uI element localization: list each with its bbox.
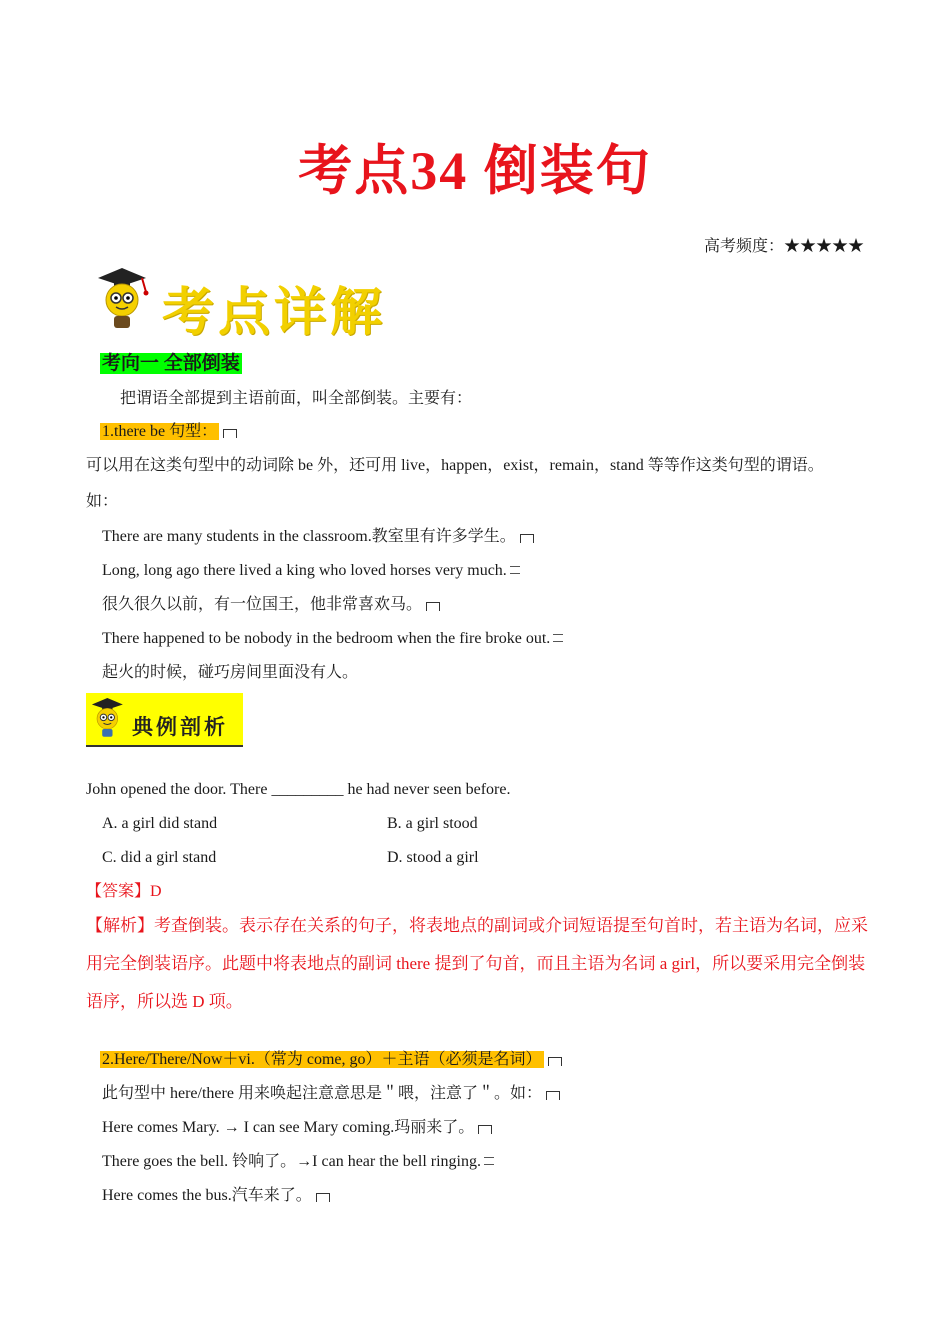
example-sentence: Here comes the bus.汽车来了。: [102, 1186, 330, 1206]
example-sentence: There goes the bell. 铃响了。→I can hear the bell ringing.: [102, 1152, 494, 1172]
line-break-mark-icon: [553, 634, 563, 642]
section-banner: [92, 266, 392, 343]
example-banner-text: 典例剖析: [132, 714, 228, 739]
example-sentence: There happened to be nobody in the bedroom when the fire broke out.: [102, 629, 563, 649]
example-sentence: Long, long ago there lived a king who loved horses very much.: [102, 561, 520, 581]
paragraph-mark-icon: [546, 1091, 560, 1100]
topic2-desc: 此句型中 here/there 用来唤起注意意思是＂喂，注意了＂。如：: [102, 1084, 560, 1104]
topic1-heading-text: 考向一 全部倒装: [102, 353, 240, 374]
topic2-pattern: [100, 1050, 562, 1070]
topic1-heading: [100, 348, 242, 375]
example-sentence: Here comes Mary. → I can see Mary coming.玛丽来了。: [102, 1118, 492, 1138]
answer: 【答案】D: [86, 883, 162, 900]
line-break-mark-icon: [510, 566, 520, 574]
topic1-pattern-text: 1.there be 句型：: [102, 423, 218, 440]
topic1-desc-line2: 如：: [86, 493, 119, 510]
paragraph-mark-icon: [520, 534, 534, 543]
option-d: D. stood a girl: [387, 849, 479, 866]
page-title: 考点34 倒装句: [298, 141, 652, 201]
paragraph-mark-icon: [426, 602, 440, 611]
example-translation: 很久很久以前，有一位国王，他非常喜欢马。: [102, 595, 440, 615]
topic1-intro: 把谓语全部提到主语前面，叫全部倒装。主要有：: [120, 390, 473, 407]
explanation: 【解析】考查倒装。表示存在关系的句子，将表地点的副词或介词短语提至句首时，若主语为名词，应采用完全倒装语序。此题中将表地点的副词 there 提到了句首，而且主语为名词 a girl，所以要采用完全倒装语序，所以选 D 项。: [86, 916, 868, 1011]
paragraph-mark-icon: [223, 429, 237, 438]
paragraph-mark-icon: [548, 1057, 562, 1066]
question-stem: John opened the door. There _________ he had never seen before.: [86, 781, 511, 798]
scholar-mascot-icon: [88, 694, 128, 742]
line-break-mark-icon: [484, 1157, 494, 1165]
paragraph-mark-icon: [478, 1125, 492, 1134]
topic1-pattern: [100, 422, 237, 442]
option-a: A. a girl did stand: [102, 815, 218, 832]
frequency-stars: ★★★★★: [783, 238, 864, 255]
option-b: B. a girl stood: [387, 815, 478, 832]
example-sentence: There are many students in the classroom.教室里有许多学生。: [102, 527, 534, 547]
section-banner-text: 考点详解: [162, 282, 387, 343]
option-c: C. did a girl stand: [102, 849, 217, 866]
frequency-label: 高考频度：: [703, 238, 784, 255]
topic1-desc-line1: 可以用在这类句型中的动词除 be 外，还可用 live，happen，exist，remain，stand 等等作这类句型的谓语。: [86, 457, 824, 474]
paragraph-mark-icon: [316, 1193, 330, 1202]
example-banner: [86, 693, 243, 747]
scholar-mascot-icon: [92, 266, 154, 332]
exam-frequency: [704, 233, 864, 256]
topic2-pattern-text: 2.Here/There/Now＋vi.（常为 come, go）＋主语（必须是名词）: [102, 1051, 542, 1068]
example-translation: 起火的时候，碰巧房间里面没有人。: [102, 664, 359, 681]
